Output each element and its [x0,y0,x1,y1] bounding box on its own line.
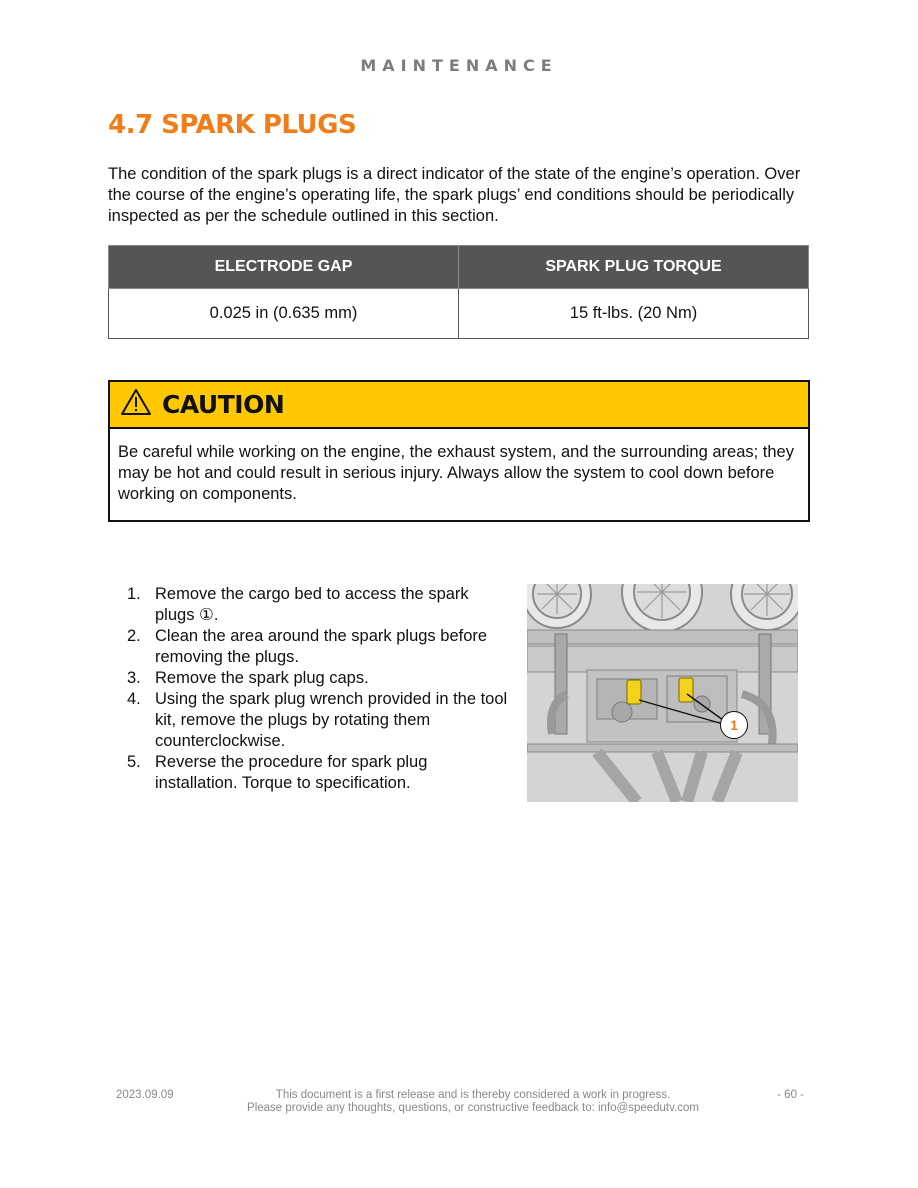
step-number: 2. [127,627,141,645]
list-item [127,668,512,689]
step-text: Remove the spark plug caps. [155,669,369,687]
page-title: 4.7 SPARK PLUGS [108,110,357,140]
spec-table [108,245,809,339]
warning-triangle-icon [120,388,152,421]
table-header-cell: ELECTRODE GAP [109,246,459,289]
footer-date: 2023.09.09 [116,1089,174,1101]
caution-text: Be careful while working on the engine, the exhaust system, and the surrounding areas; they may be hot and could result in serious injury. Always allow the system to cool down before working on components. [118,443,794,503]
step-text: Reverse the procedure for spark plug installation. Torque to specification. [155,753,428,792]
step-number: 1. [127,585,141,603]
footer-note-line: This document is a first release and is thereby considered a work in progress. [275,1089,671,1101]
table-cell: 0.025 in (0.635 mm) [109,289,459,339]
list-item [127,689,512,752]
steps-list [127,584,512,794]
table-row [109,289,809,339]
table-cell: 15 ft-lbs. (20 Nm) [459,289,809,339]
callout-label: 1 [730,717,738,733]
list-item [127,626,512,668]
caution-box [108,380,810,522]
engine-figure [527,584,798,802]
caution-header [110,382,808,429]
list-item [127,584,512,626]
table-header-row [109,246,809,289]
footer-note [200,1089,746,1115]
intro-paragraph: The condition of the spark plugs is a direct indicator of the state of the engine’s operation. Over the course of the engine’s operating life, the spark plugs’ end conditions should be periodically inspected as per the schedule outlined in this section. [108,165,801,225]
spark-plug-highlight [679,678,693,702]
step-number: 3. [127,669,141,687]
footer-note-line: Please provide any thoughts, questions, or constructive feedback to: info@speedutv.com [247,1102,699,1114]
caution-title: CAUTION [162,390,285,419]
list-item [127,752,512,794]
callout-marker [720,711,748,739]
step-number: 5. [127,753,141,771]
section-header: MAINTENANCE [360,56,558,75]
step-text: Remove the cargo bed to access the spark plugs ①. [155,585,469,624]
table-header-cell: SPARK PLUG TORQUE [459,246,809,289]
step-number: 4. [127,690,141,708]
step-text: Clean the area around the spark plugs before removing the plugs. [155,627,488,666]
page-number: - 60 - [777,1089,804,1101]
step-text: Using the spark plug wrench provided in the tool kit, remove the plugs by rotating them counterclockwise. [155,690,508,750]
